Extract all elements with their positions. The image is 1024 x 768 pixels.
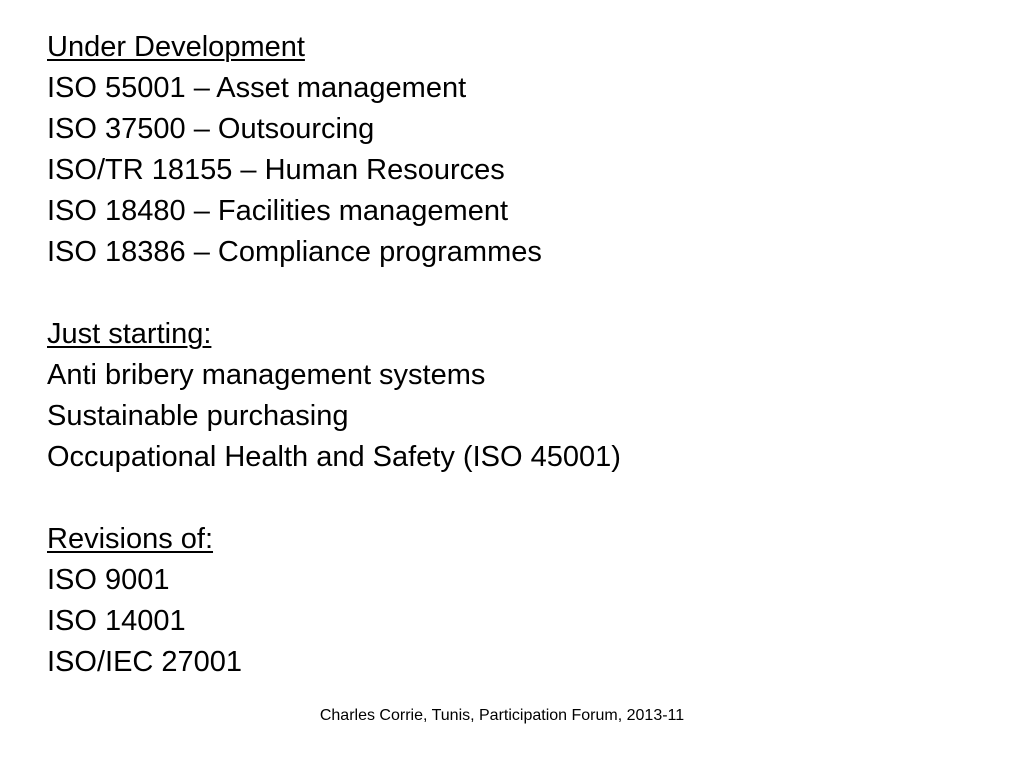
section-just-starting — [47, 314, 977, 478]
list-item: ISO 18480 – Facilities management — [47, 195, 509, 227]
list-item: ISO 37500 – Outsourcing — [47, 113, 375, 145]
list-item: ISO 9001 — [47, 564, 170, 596]
list-item: Anti bribery management systems — [47, 359, 486, 391]
list-item: Sustainable purchasing — [47, 400, 349, 432]
list-item: ISO/TR 18155 – Human Resources — [47, 154, 505, 186]
section-heading: Revisions of: — [47, 523, 214, 555]
section-heading: Just starting: — [47, 318, 212, 350]
slide-footer: Charles Corrie, Tunis, Participation Forum, 2013-11 — [319, 707, 685, 724]
list-item: ISO 55001 – Asset management — [47, 72, 467, 104]
section-revisions — [47, 519, 977, 683]
list-item: ISO/IEC 27001 — [47, 646, 243, 678]
section-heading: Under Development — [47, 31, 305, 63]
list-item: ISO 18386 – Compliance programmes — [47, 236, 542, 268]
section-under-development — [47, 27, 977, 273]
list-item: Occupational Health and Safety (ISO 45001) — [47, 441, 621, 473]
list-item: ISO 14001 — [47, 605, 186, 637]
spacer — [47, 273, 977, 314]
slide-body — [47, 27, 977, 683]
spacer — [47, 478, 977, 519]
